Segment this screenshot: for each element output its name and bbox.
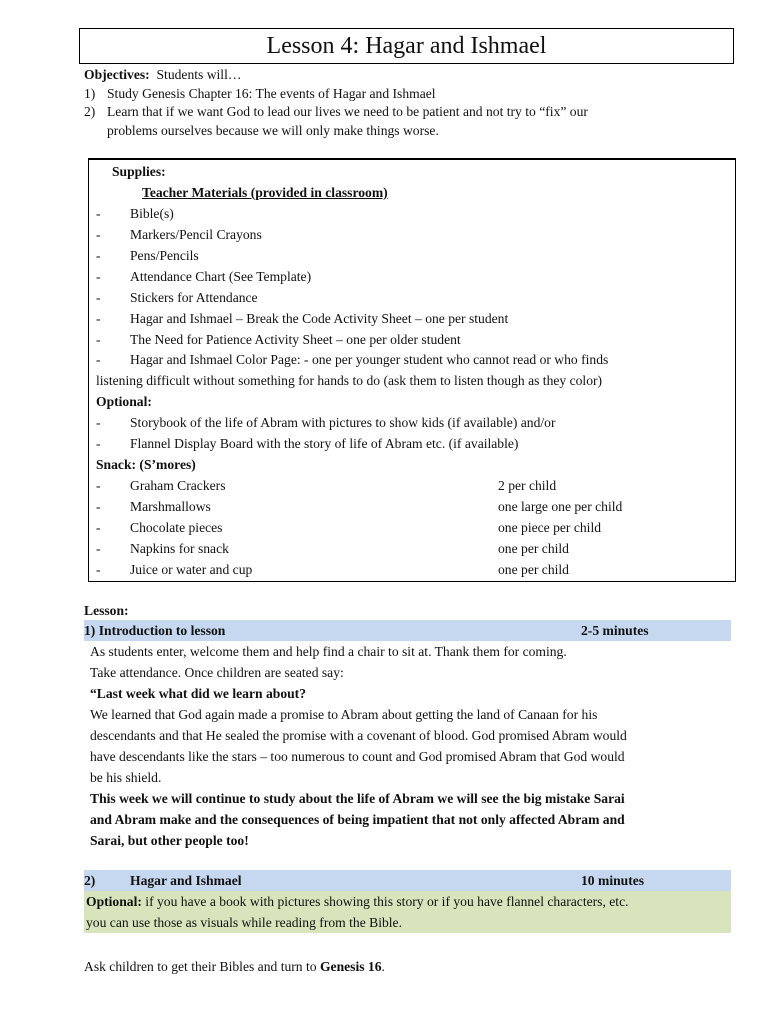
optional-note-text: if you have a book with pictures showing this story or if you have flannel characters, etc. xyxy=(141,894,629,909)
objectives-intro-text: Students will… xyxy=(156,67,242,82)
closing-instruction xyxy=(84,956,731,977)
section-2-label: Hagar and Ishmael xyxy=(130,873,242,888)
snack-quantity: one per child xyxy=(498,561,569,577)
snack-quantity: 2 per child xyxy=(498,478,557,494)
snack-heading: Snack: (S’mores) xyxy=(96,457,196,473)
supply-item xyxy=(96,350,735,371)
objective-number: 2) xyxy=(84,104,96,119)
bullet-dash: - xyxy=(96,289,101,305)
bullet-dash: - xyxy=(96,352,101,368)
supply-text: Attendance Chart (See Template) xyxy=(130,268,312,284)
bullet-dash: - xyxy=(96,478,101,494)
snack-item xyxy=(96,476,735,497)
supply-item xyxy=(96,309,735,330)
snack-item xyxy=(96,539,735,560)
optional-text: Flannel Display Board with the story of life of Abram etc. (if available) xyxy=(130,436,519,452)
supply-text: Pens/Pencils xyxy=(130,247,199,263)
this-week-line: Sarai, but other people too! xyxy=(90,833,249,848)
objective-text: Learn that if we want God to lead our lives we need to be patient and not try to “fix” our xyxy=(107,104,588,119)
snack-quantity: one piece per child xyxy=(498,519,602,535)
review-answer-line: We learned that God again made a promise to Abram about getting the land of Canaan for his xyxy=(90,707,598,722)
section-2-time: 10 minutes xyxy=(581,873,645,888)
optional-note-label: Optional: xyxy=(86,894,142,909)
supply-text: Hagar and Ishmael Color Page: - one per younger student who cannot read or who finds xyxy=(130,352,609,368)
intro-line: As students enter, welcome them and help find a chair to sit at. Thank them for coming. xyxy=(90,644,567,659)
supply-text: Hagar and Ishmael – Break the Code Activity Sheet – one per student xyxy=(130,310,509,326)
supply-item xyxy=(96,267,735,288)
optional-text: Storybook of the life of Abram with pictures to show kids (if available) and/or xyxy=(130,415,556,431)
optional-item xyxy=(96,413,735,434)
lesson-section-2 xyxy=(84,870,731,933)
bullet-dash: - xyxy=(96,331,101,347)
supply-text: Markers/Pencil Crayons xyxy=(130,226,262,242)
objective-item xyxy=(84,103,734,122)
bullet-dash: - xyxy=(96,268,101,284)
objective-continuation: problems ourselves because we will only make things worse. xyxy=(107,122,439,138)
section-1-time: 2-5 minutes xyxy=(581,623,649,638)
supply-item xyxy=(96,288,735,309)
this-week-line: and Abram make and the consequences of being impatient that not only affected Abram and xyxy=(90,812,625,827)
optional-item xyxy=(96,434,735,455)
this-week-line: This week we will continue to study about the life of Abram we will see the big mistake Sarai xyxy=(90,791,625,806)
supply-text: Bible(s) xyxy=(130,205,174,221)
review-answer-line: descendants and that He sealed the promise with a covenant of blood. God promised Abram would xyxy=(90,728,627,743)
bullet-dash: - xyxy=(96,519,101,535)
bullet-dash: - xyxy=(96,310,101,326)
bullet-dash: - xyxy=(96,436,101,452)
intro-line: Take attendance. Once children are seated say: xyxy=(90,665,344,680)
lesson-heading: Lesson: xyxy=(84,603,129,618)
objective-text: Study Genesis Chapter 16: The events of Hagar and Ishmael xyxy=(107,85,436,101)
section-1-header-bar xyxy=(84,620,731,641)
review-question: “Last week what did we learn about? xyxy=(90,686,306,701)
objectives-intro xyxy=(84,66,734,85)
scripture-reference: Genesis 16 xyxy=(319,959,382,974)
objectives-block xyxy=(84,66,734,140)
snack-quantity: one large one per child xyxy=(498,499,623,514)
supply-item xyxy=(96,246,735,267)
closing-text: Ask children to get their Bibles and turn to xyxy=(84,959,320,974)
supply-item-continuation: listening difficult without something for hands to do (ask them to listen though as they color) xyxy=(96,373,603,389)
snack-item xyxy=(96,497,735,518)
lesson-section-1 xyxy=(84,602,731,851)
optional-visuals-note xyxy=(84,891,731,933)
supply-item xyxy=(96,225,735,246)
snack-name: Chocolate pieces xyxy=(130,519,223,535)
objectives-label: Objectives: xyxy=(84,67,150,82)
supply-item xyxy=(96,330,735,351)
optional-note-text: you can use those as visuals while reading from the Bible. xyxy=(86,915,402,930)
optional-heading: Optional: xyxy=(96,394,152,410)
section-2-header-bar xyxy=(84,870,731,891)
snack-name: Graham Crackers xyxy=(130,478,226,494)
supply-item xyxy=(96,204,735,225)
snack-item xyxy=(96,560,735,581)
review-answer-line: have descendants like the stars – too numerous to count and God promised Abram that God would xyxy=(90,749,625,764)
supplies-box xyxy=(88,158,736,582)
section-1-label: 1) Introduction to lesson xyxy=(84,623,226,638)
snack-name: Napkins for snack xyxy=(130,540,229,556)
snack-name: Juice or water and cup xyxy=(130,561,253,577)
supply-text: Stickers for Attendance xyxy=(130,289,258,305)
closing-punctuation: . xyxy=(381,959,385,974)
supply-text: The Need for Patience Activity Sheet – one per older student xyxy=(130,331,461,347)
bullet-dash: - xyxy=(96,226,101,242)
supplies-heading: Supplies: xyxy=(112,164,166,179)
objective-number: 1) xyxy=(84,85,96,101)
teacher-materials-heading: Teacher Materials (provided in classroom) xyxy=(142,184,388,200)
bullet-dash: - xyxy=(96,247,101,263)
bullet-dash: - xyxy=(96,540,101,556)
snack-item xyxy=(96,518,735,539)
lesson-title: Lesson 4: Hagar and Ishmael xyxy=(79,28,734,64)
objective-item xyxy=(84,85,734,104)
snack-quantity: one per child xyxy=(498,540,569,556)
bullet-dash: - xyxy=(96,499,101,514)
bullet-dash: - xyxy=(96,561,101,577)
bullet-dash: - xyxy=(96,205,101,221)
section-2-number: 2) xyxy=(84,873,96,888)
snack-name: Marshmallows xyxy=(130,499,211,514)
review-answer-line: be his shield. xyxy=(90,770,162,785)
bullet-dash: - xyxy=(96,415,101,431)
